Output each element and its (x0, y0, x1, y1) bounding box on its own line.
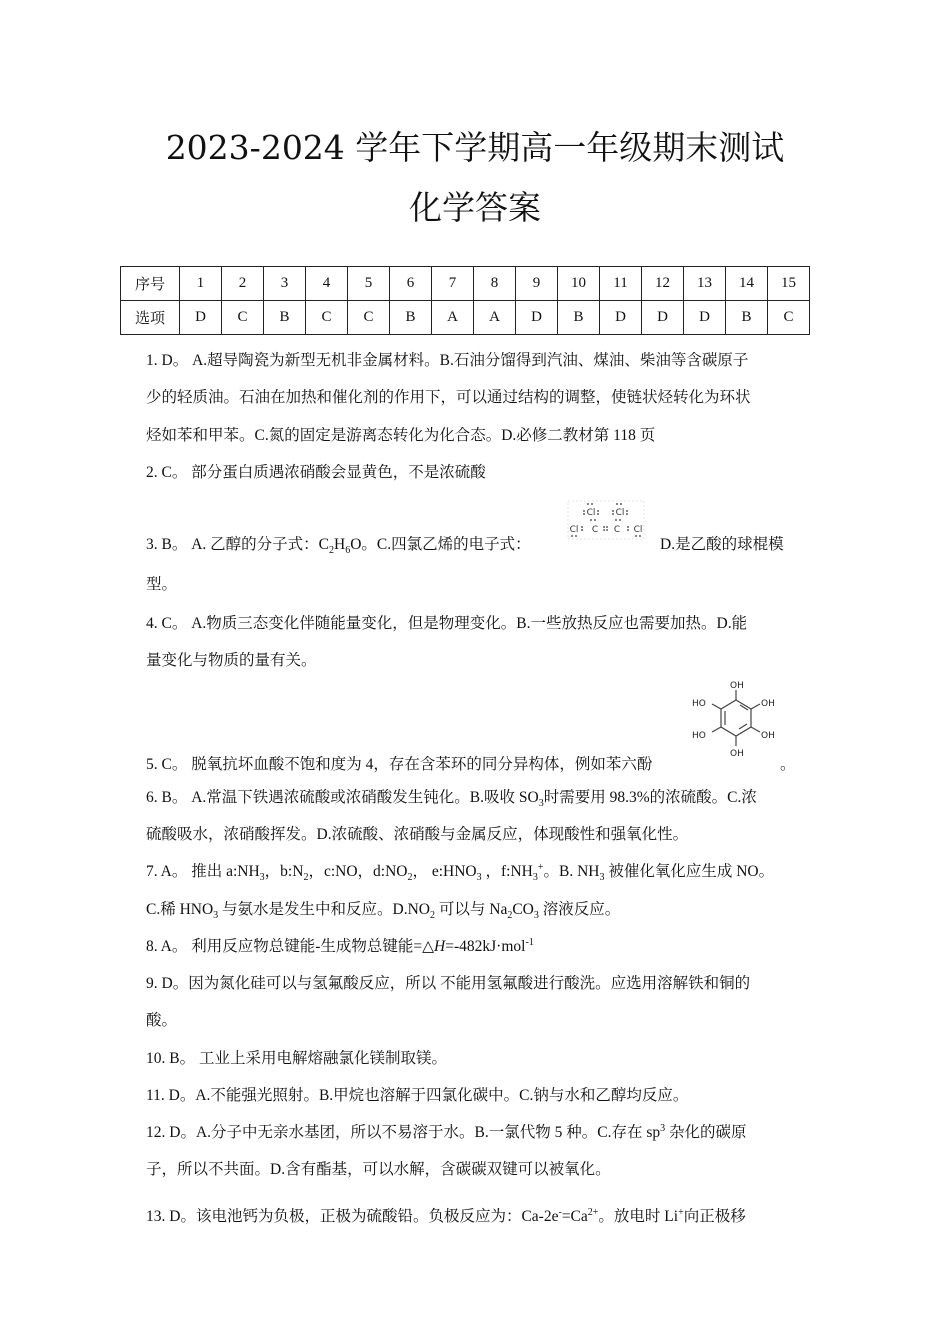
superscript: + (537, 861, 544, 873)
hydroxyl-label: HO (692, 731, 706, 741)
subscript: 3 (213, 910, 219, 922)
text-run: 8. A。 利用反应物总键能-生成物总键能=△ (146, 938, 435, 955)
cl-atom: Cl (615, 508, 625, 518)
answer-6-line-2: 硫酸吸水，浓硝酸挥发。D.浓硫酸、浓硝酸与金属反应，体现酸性和强氧化性。 (146, 826, 689, 843)
answer-1-line-1: 1. D。 A.超导陶瓷为新型无机非金属材料。B.石油分馏得到汽油、煤油、柴油等含碳原子 (146, 352, 749, 369)
table-cell: C (306, 301, 348, 335)
subscript: 3 (259, 872, 265, 884)
answer-1-line-3: 烃如苯和甲苯。C.氮的固定是游离态转化为化合态。D.必修二教材第 118 页 (146, 427, 656, 444)
text-run: 。B. NH (543, 863, 600, 880)
answer-3-line-1-end: D.是乙酸的球棍模 (660, 536, 784, 553)
text-run: 可以与 Na (435, 901, 508, 918)
text-run: 13. D。该电池钙为负极，正极为硫酸铅。负极反应为：Ca-2e (146, 1208, 559, 1225)
superscript: -1 (525, 936, 534, 948)
table-cell: A (432, 301, 474, 335)
table-header-number: 序号 (121, 267, 180, 301)
subscript: 3 (532, 872, 538, 884)
superscript: 3 (660, 1122, 666, 1134)
table-cell: 15 (768, 267, 810, 301)
text-run: 杂化的碳原 (665, 1124, 747, 1141)
table-cell: B (726, 301, 768, 335)
answer-13-line-1 (146, 1204, 746, 1226)
c-atom: C (613, 525, 621, 535)
answer-table-option-row (121, 301, 810, 335)
table-cell: 12 (642, 267, 684, 301)
subscript: 2 (407, 872, 413, 884)
benzenehexol-structure (690, 678, 782, 766)
subscript: 3 (538, 798, 544, 810)
text-run: =Ca (561, 1208, 588, 1225)
answer-12-line-1 (146, 1120, 747, 1142)
text-run: 7. A。 推出 a:NH (146, 863, 260, 880)
answer-2: 2. C。 部分蛋白质遇浓硝酸会显黄色，不是浓硫酸 (146, 464, 486, 481)
answer-9-line-2: 酸。 (146, 1012, 178, 1029)
answer-7-line-1 (146, 859, 774, 883)
answer-12-line-2: 子，所以不共面。D.含有酯基，可以水解，含碳碳双键可以被氧化。 (146, 1161, 611, 1178)
table-cell: D (516, 301, 558, 335)
hydroxyl-label: OH (730, 681, 744, 691)
answer-3-text-b: O。C.四氯乙烯的电子式： (350, 536, 531, 553)
table-cell: A (474, 301, 516, 335)
enthalpy-symbol: H (434, 938, 446, 955)
table-cell: D (642, 301, 684, 335)
superscript: - (558, 1206, 562, 1218)
superscript: 2+ (587, 1206, 599, 1218)
table-cell: D (684, 301, 726, 335)
answer-5: 5. C。 脱氧抗坏血酸不饱和度为 4，存在含苯环的同分异构体，例如苯六酚 (146, 756, 653, 773)
answer-8 (146, 934, 534, 956)
text-run: ， e:HNO (412, 863, 477, 880)
table-cell: 5 (348, 267, 390, 301)
answer-table (120, 266, 810, 335)
answer-6-line-1 (146, 785, 757, 809)
text-run: 被催化氧化应生成 NO。 (604, 863, 775, 880)
table-cell: B (264, 301, 306, 335)
table-cell: 8 (474, 267, 516, 301)
hydroxyl-label: OH (730, 749, 744, 759)
table-cell: 1 (180, 267, 222, 301)
table-cell: 4 (306, 267, 348, 301)
h-symbol: H (334, 536, 346, 553)
subscript: 3 (476, 872, 482, 884)
text-run: 向正极移 (683, 1208, 746, 1225)
answer-10: 10. B。 工业上采用电解熔融氯化镁制取镁。 (146, 1050, 447, 1067)
answer-4-line-2: 量变化与物质的量有关。 (146, 652, 317, 669)
table-cell: 6 (390, 267, 432, 301)
answer-5-end: 。 (780, 756, 796, 773)
subscript: 2 (303, 872, 309, 884)
table-header-option: 选项 (121, 301, 180, 335)
formula-frame (568, 501, 644, 539)
answer-11: 11. D。A.不能强光照射。B.甲烷也溶解于四氯化碳中。C.钠与水和乙醇均反应。 (146, 1087, 689, 1104)
subscript: 2 (507, 910, 513, 922)
answer-6-text-b: 时需要用 98.3%的浓硫酸。C.浓 (543, 789, 757, 806)
answer-1-line-2: 少的轻质油。石油在加热和催化剂的作用下，可以通过结构的调整，使链状烃转化为环状 (146, 389, 751, 406)
text-run: 。放电时 Li (598, 1208, 679, 1225)
answer-4-line-1: 4. C。 A.物质三态变化伴随能量变化，但是物理变化。B.一些放热反应也需要加热。D.能 (146, 615, 748, 632)
table-cell: B (558, 301, 600, 335)
c-atom: C (591, 525, 599, 535)
table-cell: 3 (264, 267, 306, 301)
table-cell: 9 (516, 267, 558, 301)
superscript: + (678, 1206, 684, 1218)
table-cell: C (768, 301, 810, 335)
cl-atom: Cl (633, 525, 643, 535)
hydroxyl-label: OH (761, 731, 775, 741)
table-cell: C (222, 301, 264, 335)
answer-3-line-1 (146, 532, 531, 556)
text-run: C.稀 HNO (146, 901, 214, 918)
table-cell: D (600, 301, 642, 335)
subscript: 6 (345, 545, 351, 557)
table-cell: C (348, 301, 390, 335)
hydroxyl-label: HO (692, 699, 706, 709)
table-cell: 14 (726, 267, 768, 301)
answer-3-text-a: 3. B。 A. 乙醇的分子式：C (146, 536, 329, 553)
subscript: 2 (430, 910, 436, 922)
tetrachloroethylene-electron-formula (562, 499, 646, 541)
text-run: =-482kJ·mol (445, 938, 526, 955)
text-run: CO (512, 901, 534, 918)
text-run: 与氨水是发生中和反应。D.NO (218, 901, 431, 918)
table-cell: 13 (684, 267, 726, 301)
page-title: 2023-2024 学年下学期高一年级期末测试 (165, 128, 785, 167)
text-run: 溶液反应。 (538, 901, 621, 918)
table-cell: 7 (432, 267, 474, 301)
answer-3-line-2: 型。 (146, 576, 178, 593)
table-cell: 2 (222, 267, 264, 301)
cl-atom: Cl (586, 508, 596, 518)
text-run: ，b:N (264, 863, 304, 880)
page-subtitle: 化学答案 (409, 188, 541, 227)
text-run: ，c:NO，d:NO (308, 863, 408, 880)
answer-7-line-2 (146, 897, 620, 921)
text-run: 12. D。A.分子中无亲水基团，所以不易溶于水。B.一氯代物 5 种。C.存在 sp (146, 1124, 661, 1141)
table-cell: 10 (558, 267, 600, 301)
text-run: ，f:NH (481, 863, 533, 880)
answer-table-number-row (121, 267, 810, 301)
table-cell: 11 (600, 267, 642, 301)
subscript: 2 (329, 545, 334, 557)
answer-9-line-1: 9. D。因为氮化硅可以与氢氟酸反应，所以 不能用氢氟酸进行酸洗。应选用溶解铁和铜的 (146, 975, 751, 992)
table-cell: D (180, 301, 222, 335)
cl-atom: Cl (569, 525, 579, 535)
subscript: 3 (533, 910, 539, 922)
table-cell: B (390, 301, 432, 335)
hydroxyl-label: OH (761, 699, 775, 709)
subscript: 3 (599, 872, 605, 884)
answer-6-text-a: 6. B。 A.常温下铁遇浓硫酸或浓硝酸发生钝化。B.吸收 SO (146, 789, 539, 806)
